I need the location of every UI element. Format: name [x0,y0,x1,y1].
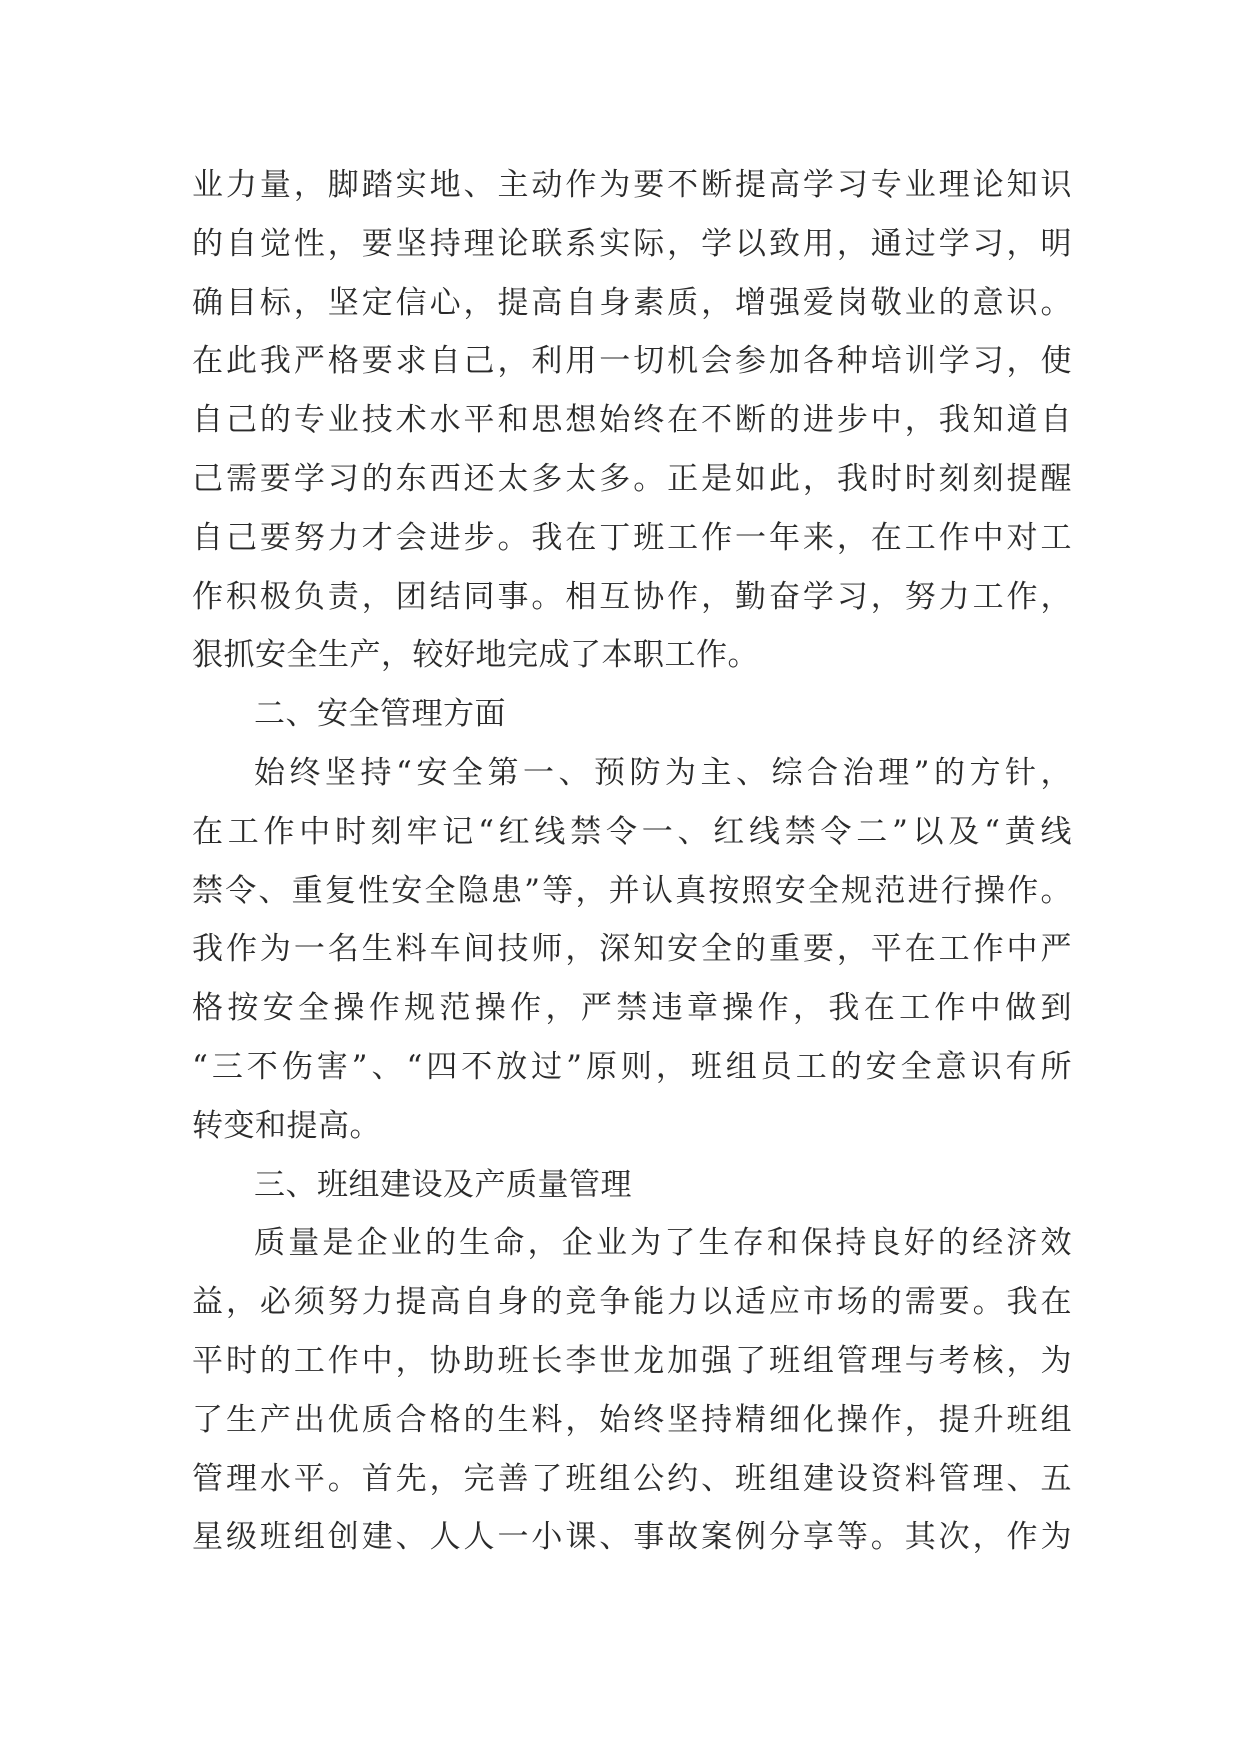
text-line: 的自觉性，要坚持理论联系实际，学以致用，通过学习，明 [192,225,1072,262]
text-line: 自己的专业技术水平和思想始终在不断的进步中，我知道自 [192,402,1072,439]
text-line: 星级班组创建、人人一小课、事故案例分享等。其次，作为 [192,1519,1072,1556]
text-line: 我作为一名生料车间技师，深知安全的重要，平在工作中严 [192,931,1072,968]
text-line: 在工作中时刻牢记“红线禁令一、红线禁令二”以及“黄线 [192,813,1072,850]
section-heading: 二、安全管理方面 [254,696,506,733]
text-line: 业力量，脚踏实地、主动作为要不断提高学习专业理论知识 [192,167,1072,203]
section-heading: 三、班组建设及产质量管理 [254,1166,632,1203]
text-line: 管理水平。首先，完善了班组公约、班组建设资料管理、五 [192,1460,1072,1497]
text-line: 己需要学习的东西还太多太多。正是如此，我时时刻刻提醒 [192,460,1072,497]
text-line: 自己要努力才会进步。我在丁班工作一年来，在工作中对工 [192,519,1072,556]
text-line: 格按安全操作规范操作，严禁违章操作，我在工作中做到 [192,990,1072,1027]
text-line: 在此我严格要求自己，利用一切机会参加各种培训学习，使 [192,343,1072,380]
text-line: 转变和提高。 [192,1107,381,1144]
text-line: 益，必须努力提高自身的竞争能力以适应市场的需要。我在 [192,1284,1072,1321]
text-line: 了生产出优质合格的生料，始终坚持精细化操作，提升班组 [192,1401,1072,1438]
text-line: 始终坚持“安全第一、预防为主、综合治理”的方针， [254,754,1072,791]
text-line: 确目标，坚定信心，提高自身素质，增强爱岗敬业的意识。 [192,284,1072,321]
text-line: 作积极负责，团结同事。相互协作，勤奋学习，努力工作， [192,578,1072,615]
document-body [192,156,1072,1567]
text-line: “三不伤害”、“四不放过”原则，班组员工的安全意识有所 [192,1048,1072,1085]
text-line: 质量是企业的生命，企业为了生存和保持良好的经济效 [254,1225,1072,1262]
text-line: 平时的工作中，协助班长李世龙加强了班组管理与考核，为 [192,1342,1072,1379]
text-line: 禁令、重复性安全隐患”等，并认真按照安全规范进行操作。 [192,872,1072,909]
text-line: 狠抓安全生产，较好地完成了本职工作。 [192,637,759,674]
